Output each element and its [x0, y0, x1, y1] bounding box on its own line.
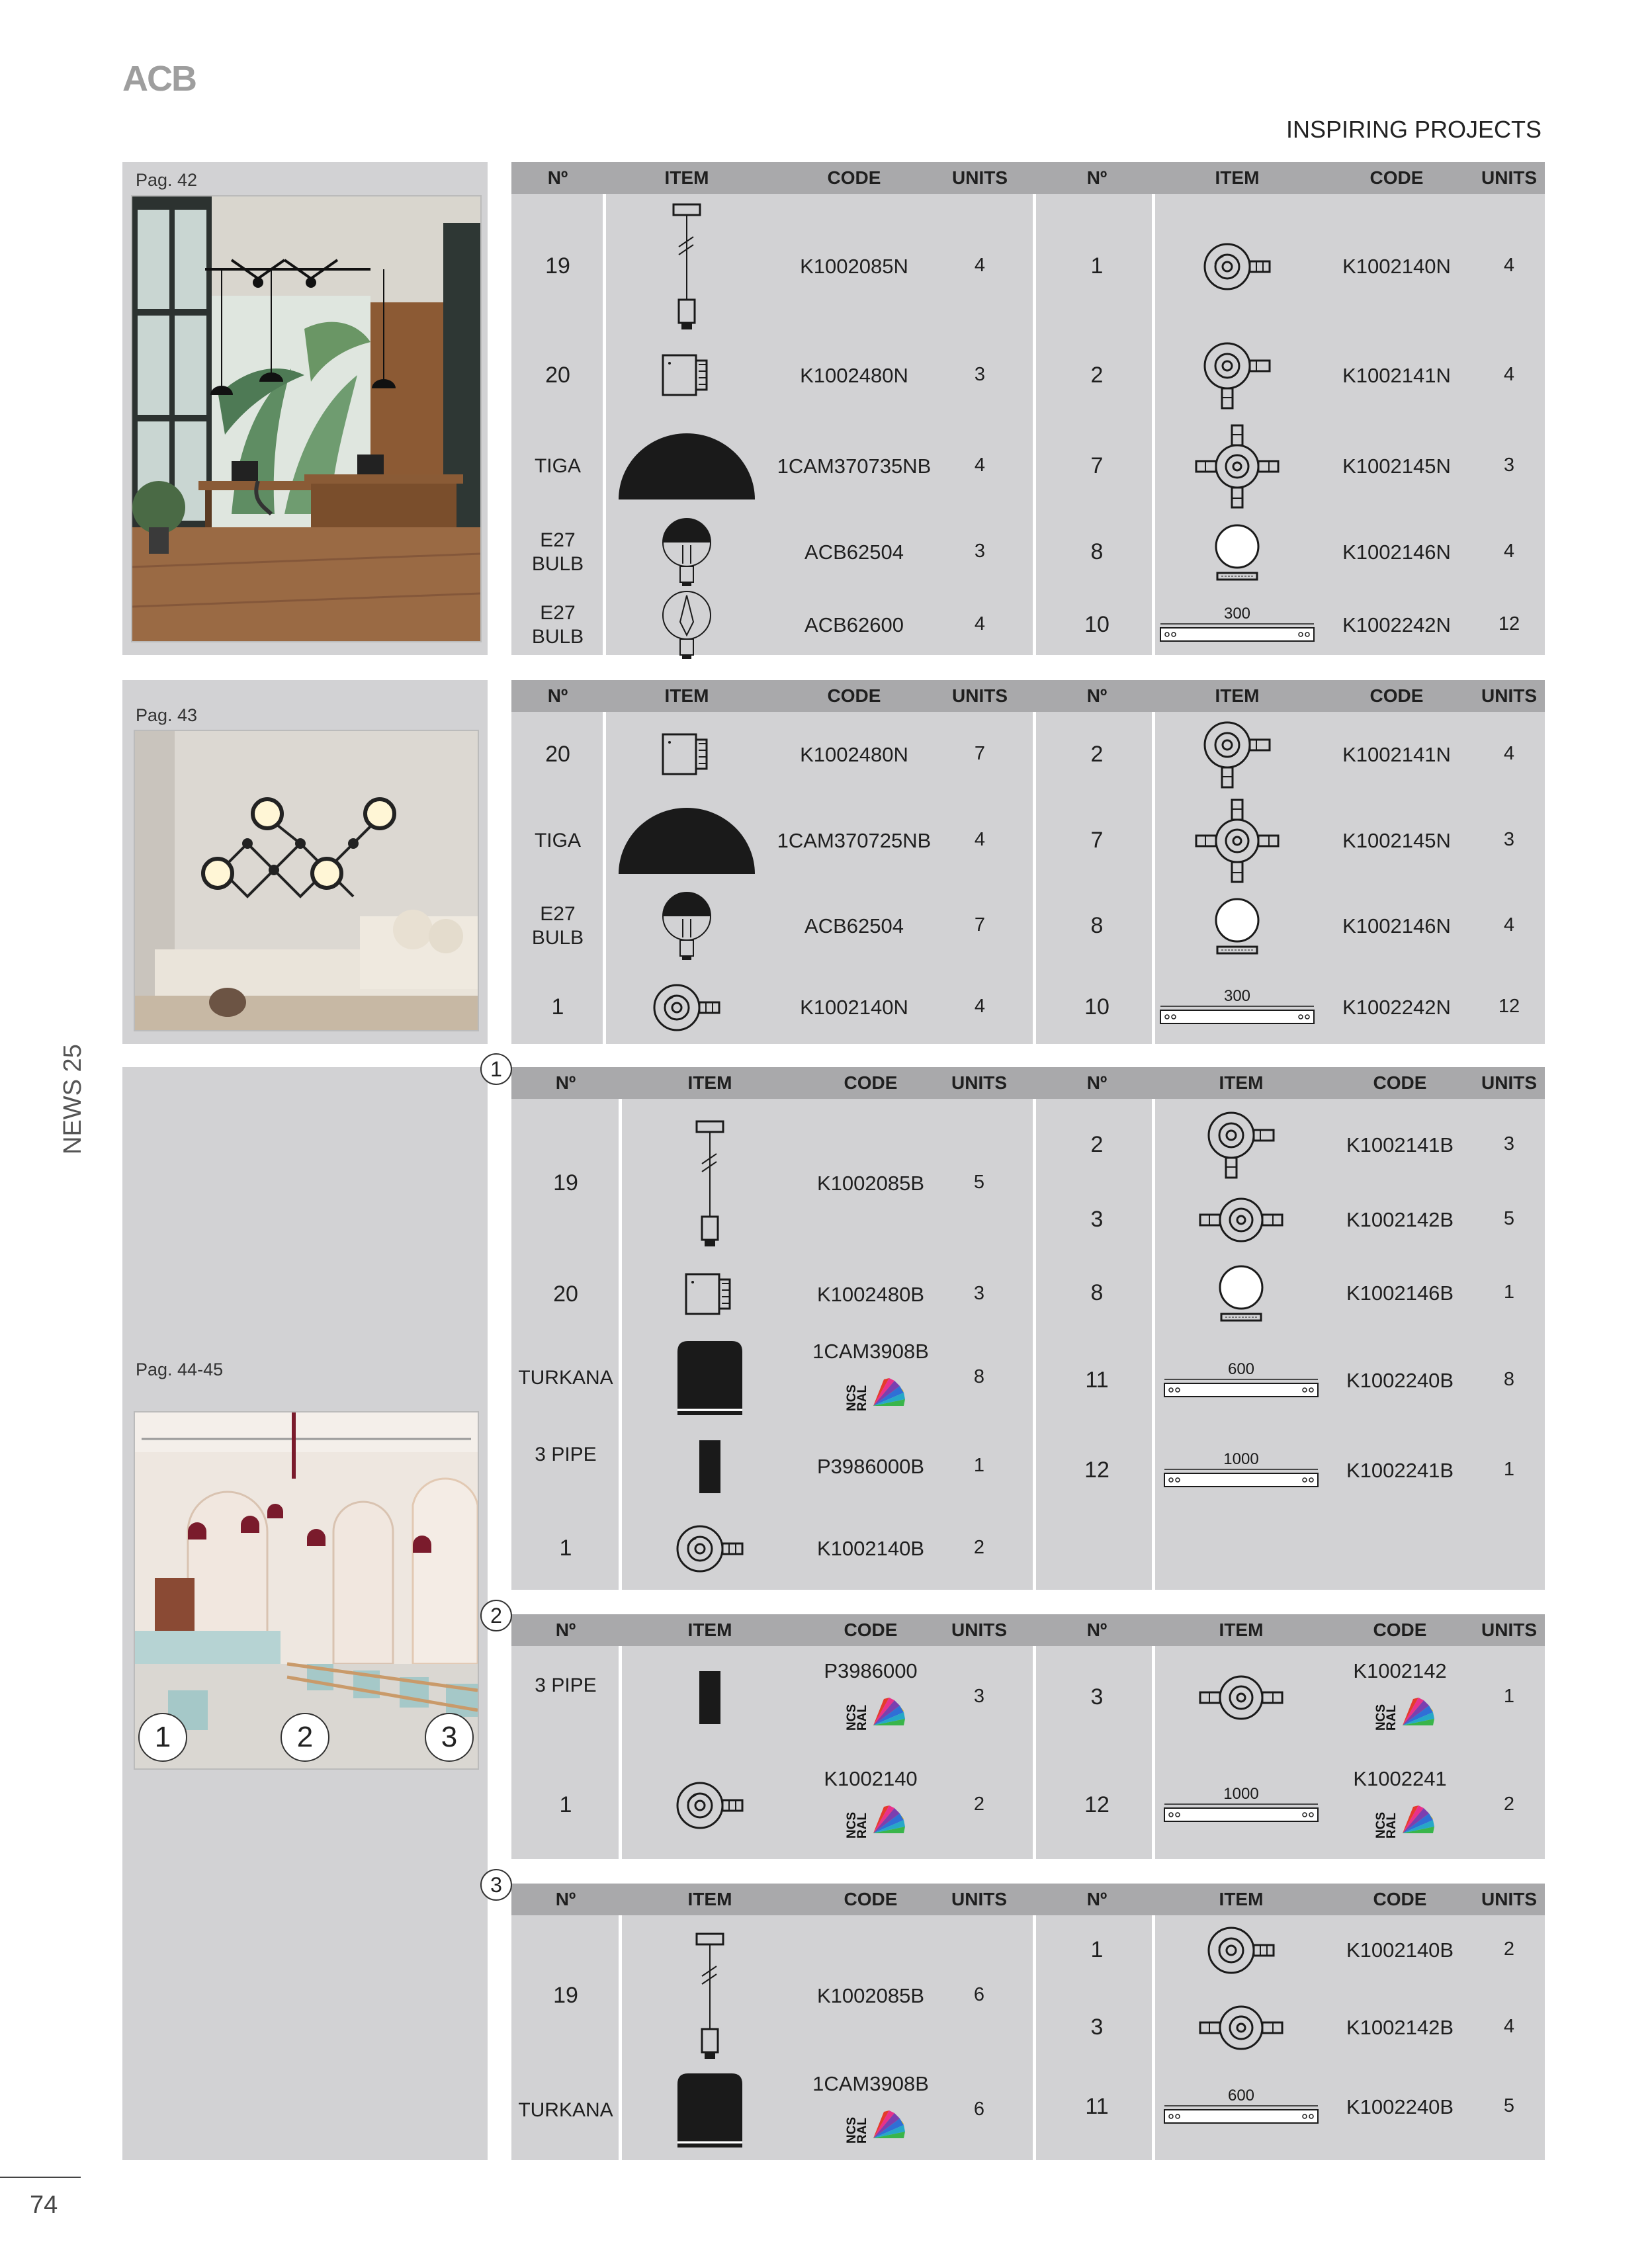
quantity: 12 — [1498, 996, 1520, 1017]
scene-marker-badge: 3 — [480, 1869, 512, 1901]
table-header — [511, 1884, 1545, 1915]
column-header-item: ITEM — [687, 1889, 732, 1909]
product-code: K1002140 — [824, 1767, 918, 1790]
photo-panel-3 — [122, 1067, 488, 2160]
ncs-ral-label: NCS RAL — [1374, 1811, 1399, 1839]
pipe-icon — [697, 1670, 723, 1729]
connector-1way-icon — [674, 1522, 746, 1579]
item-number: 7 — [1090, 453, 1104, 478]
product-code: ACB62504 — [804, 541, 904, 564]
parts-table-2 — [511, 680, 1545, 1044]
quantity: 2 — [1503, 1794, 1515, 1815]
quantity: 4 — [974, 829, 986, 850]
column-header-item: ITEM — [1215, 167, 1260, 188]
product-code: K1002146B — [1346, 1281, 1454, 1305]
product-code: K1002141N — [1342, 364, 1451, 387]
quantity: 1 — [1503, 1459, 1515, 1480]
item-number: 2 — [1090, 363, 1104, 388]
item-number: E27 BULB — [531, 903, 584, 949]
item-number: 2 — [1090, 742, 1104, 767]
product-code: ACB62504 — [804, 914, 904, 937]
item-number: 12 — [1084, 1457, 1109, 1483]
connector-1way-icon — [1201, 240, 1274, 296]
column-header-item: ITEM — [664, 685, 709, 706]
connector-straight-icon — [1195, 2001, 1287, 2058]
product-code: K1002142 — [1353, 1659, 1447, 1682]
quantity: 1 — [973, 1455, 985, 1476]
quantity: 5 — [973, 1172, 985, 1193]
column-header-code: CODE — [1373, 1889, 1427, 1909]
item-number: 11 — [1085, 1367, 1109, 1393]
product-code: ACB62600 — [804, 613, 904, 636]
connector-2way-icon — [1201, 718, 1274, 795]
column-divider — [1033, 1915, 1036, 2160]
column-divider — [619, 1646, 622, 1859]
mirror-bulb-icon — [660, 890, 713, 966]
page-number: 74 — [30, 2191, 58, 2219]
table-header — [511, 680, 1545, 712]
connector-1way-icon — [674, 1779, 746, 1835]
quantity: 4 — [1503, 914, 1515, 935]
quantity: 3 — [1503, 455, 1515, 476]
cylinder-shade-icon — [674, 2071, 746, 2153]
column-header-units: UNITS — [951, 1620, 1007, 1640]
side-label: NEWS 25 — [59, 1044, 87, 1154]
product-code: K1002141B — [1346, 1133, 1454, 1156]
column-header-no: Nº — [555, 1620, 576, 1640]
quantity: 3 — [973, 1283, 985, 1304]
quantity: 4 — [1503, 364, 1515, 385]
column-header-code: CODE — [844, 1072, 898, 1093]
item-number: 3 PIPE — [535, 1674, 597, 1696]
disc-diffuser-icon — [1211, 523, 1264, 586]
rod-icon — [1158, 988, 1317, 1031]
quantity: 4 — [1503, 255, 1515, 276]
item-number: 8 — [1090, 1280, 1104, 1305]
product-code: 1CAM370735NB — [777, 455, 932, 478]
column-header-item: ITEM — [687, 1620, 732, 1640]
brand-logo: ACB — [122, 59, 196, 99]
item-number: 1 — [1090, 1937, 1104, 1962]
color-fan-icon — [867, 2101, 909, 2147]
item-number: 1 — [559, 1792, 572, 1817]
item-number: 19 — [553, 1170, 578, 1195]
rod-icon — [1162, 1451, 1321, 1494]
quantity: 4 — [1503, 541, 1515, 562]
product-code: K1002142B — [1346, 1208, 1454, 1231]
item-number: 2 — [1090, 1132, 1104, 1157]
quantity: 12 — [1498, 613, 1520, 634]
column-header-item: ITEM — [1219, 1620, 1264, 1640]
pipe-icon — [697, 1439, 723, 1498]
ncs-ral-badge — [847, 2101, 913, 2144]
quantity: 4 — [974, 996, 986, 1017]
svg-text:600: 600 — [1227, 2087, 1255, 2104]
parts-table-1 — [511, 162, 1545, 655]
product-code: P3986000 — [824, 1659, 918, 1682]
section-title: INSPIRING PROJECTS — [1285, 116, 1542, 143]
quantity: 4 — [974, 455, 986, 476]
quantity: 2 — [973, 1794, 985, 1815]
product-code: K1002085B — [816, 1172, 925, 1195]
disc-diffuser-icon — [1211, 896, 1264, 959]
column-divider — [619, 1099, 622, 1590]
quantity: 2 — [973, 1537, 985, 1558]
office-photo — [131, 195, 482, 642]
product-code: K1002140N — [800, 996, 908, 1019]
item-number: 1 — [551, 994, 564, 1020]
column-header-units: UNITS — [952, 167, 1008, 188]
item-number: E27 BULB — [531, 602, 584, 648]
connector-2way-icon — [1201, 339, 1274, 415]
column-header-code: CODE — [827, 685, 881, 706]
color-fan-icon — [867, 1796, 909, 1842]
column-header-code: CODE — [1369, 685, 1424, 706]
column-header-units: UNITS — [952, 685, 1008, 706]
quantity: 5 — [1503, 1208, 1515, 1229]
item-number: 1 — [559, 1536, 572, 1561]
parts-table-5 — [511, 1884, 1545, 2160]
socket-box-icon — [683, 1272, 736, 1321]
restaurant-photo — [134, 1411, 479, 1770]
quantity: 7 — [974, 743, 986, 764]
living-room-photo — [134, 730, 479, 1031]
quantity: 6 — [973, 1984, 985, 2005]
quantity: 3 — [1503, 1133, 1515, 1154]
rod-icon — [1162, 2087, 1321, 2130]
pendant-suspension-icon — [667, 200, 707, 336]
color-fan-icon — [867, 1688, 909, 1734]
column-divider — [1152, 712, 1155, 1044]
parts-table-4 — [511, 1614, 1545, 1859]
quantity: 5 — [1503, 2095, 1515, 2116]
column-divider — [619, 1915, 622, 2160]
item-number: 7 — [1090, 828, 1104, 853]
column-header-no: Nº — [547, 167, 568, 188]
parts-table-3 — [511, 1067, 1545, 1590]
column-divider — [1033, 1646, 1036, 1859]
item-number: 12 — [1084, 1792, 1109, 1817]
svg-text:600: 600 — [1227, 1361, 1255, 1378]
column-header-no: Nº — [1086, 1889, 1108, 1909]
ncs-ral-label: NCS RAL — [845, 1384, 869, 1411]
column-header-code: CODE — [827, 167, 881, 188]
pendant-suspension-icon — [690, 1930, 730, 2065]
item-number: 20 — [553, 1281, 578, 1307]
quantity: 4 — [1503, 2016, 1515, 2037]
page-number-rule — [0, 2177, 81, 2178]
product-code: K1002085B — [816, 1984, 925, 2007]
quantity: 4 — [974, 255, 986, 276]
column-header-item: ITEM — [1219, 1889, 1264, 1909]
product-code: K1002146N — [1342, 914, 1451, 937]
quantity: 2 — [1503, 1938, 1515, 1960]
quantity: 7 — [974, 914, 986, 935]
ncs-ral-badge — [847, 1688, 913, 1731]
item-number: 10 — [1084, 994, 1109, 1020]
product-code: 1CAM370725NB — [777, 829, 932, 852]
ncs-ral-badge — [847, 1369, 913, 1411]
scene-marker-2: 2 — [281, 1713, 329, 1762]
scene-marker-3: 3 — [425, 1713, 474, 1762]
color-fan-icon — [1396, 1688, 1438, 1734]
filament-bulb-icon — [660, 589, 713, 665]
table-header — [511, 1614, 1545, 1646]
product-code: K1002241 — [1353, 1767, 1447, 1790]
column-divider — [603, 194, 606, 655]
column-header-no: Nº — [555, 1889, 576, 1909]
item-number: 19 — [545, 253, 570, 279]
disc-diffuser-icon — [1215, 1264, 1268, 1326]
product-code: K1002145N — [1342, 829, 1451, 852]
item-number: 10 — [1084, 612, 1109, 637]
product-code: K1002141N — [1342, 743, 1451, 766]
ncs-ral-label: NCS RAL — [845, 2116, 869, 2144]
connector-4way-icon — [1191, 795, 1283, 890]
rod-icon — [1162, 1361, 1321, 1404]
product-code: K1002242N — [1342, 996, 1451, 1019]
product-code: K1002480N — [800, 743, 908, 766]
scene-marker-badge: 2 — [480, 1600, 512, 1631]
column-header-no: Nº — [1086, 167, 1108, 188]
column-header-units: UNITS — [951, 1072, 1007, 1093]
column-header-units: UNITS — [951, 1889, 1007, 1909]
connector-2way-icon — [1205, 1109, 1278, 1185]
quantity: 1 — [1503, 1281, 1515, 1303]
quantity: 6 — [973, 2099, 985, 2120]
page-reference: Pag. 43 — [136, 705, 198, 725]
item-number: TIGA — [534, 455, 581, 477]
quantity: 4 — [1503, 743, 1515, 764]
product-code: K1002140B — [816, 1537, 925, 1560]
svg-text:1000: 1000 — [1223, 1451, 1259, 1468]
item-number: 3 — [1090, 2015, 1104, 2040]
table-header — [511, 1067, 1545, 1099]
quantity: 3 — [974, 541, 986, 562]
cylinder-shade-icon — [674, 1338, 746, 1421]
product-code: 1CAM3908B — [812, 1340, 929, 1363]
quantity: 4 — [974, 613, 986, 634]
column-divider — [1152, 1915, 1155, 2160]
column-header-code: CODE — [1369, 167, 1424, 188]
column-header-units: UNITS — [1481, 167, 1537, 188]
item-number: 20 — [545, 363, 570, 388]
connector-1way-icon — [650, 981, 723, 1037]
column-header-code: CODE — [1373, 1072, 1427, 1093]
dome-shade-icon — [617, 806, 756, 879]
column-header-code: CODE — [1373, 1620, 1427, 1640]
page-reference: Pag. 44-45 — [136, 1360, 224, 1379]
item-number: TURKANA — [518, 1367, 613, 1389]
scene-marker-1: 1 — [138, 1713, 187, 1762]
office-illustration — [132, 196, 480, 641]
quantity: 3 — [973, 1686, 985, 1707]
column-header-units: UNITS — [1481, 1072, 1537, 1093]
product-code: K1002146N — [1342, 541, 1451, 564]
column-divider — [603, 712, 606, 1044]
item-number: TURKANA — [518, 2099, 613, 2121]
column-header-no: Nº — [1086, 685, 1108, 706]
svg-text:1000: 1000 — [1223, 1786, 1259, 1803]
item-number: 1 — [1090, 253, 1104, 279]
table-header — [511, 162, 1545, 194]
rod-icon — [1162, 1786, 1321, 1829]
dome-shade-icon — [617, 432, 756, 505]
column-header-code: CODE — [844, 1620, 898, 1640]
column-divider — [1033, 712, 1036, 1044]
ncs-ral-badge — [1376, 1796, 1442, 1839]
column-header-code: CODE — [844, 1889, 898, 1909]
product-code: K1002480B — [816, 1283, 925, 1306]
column-header-no: Nº — [555, 1072, 576, 1093]
quantity: 3 — [974, 364, 986, 385]
socket-box-icon — [660, 732, 713, 781]
ncs-ral-label: NCS RAL — [1374, 1704, 1399, 1731]
socket-box-icon — [660, 353, 713, 402]
svg-text:300: 300 — [1223, 605, 1251, 623]
item-number: 3 PIPE — [535, 1444, 597, 1465]
product-code: K1002240B — [1346, 1369, 1454, 1392]
column-divider — [1033, 1099, 1036, 1590]
page-reference: Pag. 42 — [136, 170, 198, 190]
photo-panel-2 — [122, 680, 488, 1044]
column-header-item: ITEM — [687, 1072, 732, 1093]
photo-panel-1 — [122, 162, 488, 655]
column-header-item: ITEM — [1219, 1072, 1264, 1093]
column-header-no: Nº — [1086, 1072, 1108, 1093]
column-header-units: UNITS — [1481, 1889, 1537, 1909]
rod-icon — [1158, 605, 1317, 648]
column-divider — [1033, 194, 1036, 655]
item-number: TIGA — [534, 830, 581, 851]
living-room-illustration — [135, 731, 478, 1030]
product-code: K1002085N — [800, 255, 908, 278]
ncs-ral-label: NCS RAL — [845, 1811, 869, 1839]
product-code: K1002145N — [1342, 455, 1451, 478]
connector-4way-icon — [1191, 420, 1283, 516]
product-code: 1CAM3908B — [812, 2072, 929, 2095]
connector-1way-icon — [1205, 1924, 1278, 1980]
column-header-units: UNITS — [1481, 685, 1537, 706]
product-code: K1002241B — [1346, 1459, 1454, 1482]
color-fan-icon — [1396, 1796, 1438, 1842]
column-header-item: ITEM — [1215, 685, 1260, 706]
column-header-no: Nº — [1086, 1620, 1108, 1640]
product-code: P3986000B — [816, 1455, 925, 1478]
product-code: K1002140B — [1346, 1938, 1454, 1962]
column-header-no: Nº — [547, 685, 568, 706]
item-number: 11 — [1085, 2094, 1109, 2119]
column-header-item: ITEM — [664, 167, 709, 188]
scene-marker-badge: 1 — [480, 1053, 512, 1085]
quantity: 8 — [973, 1366, 985, 1387]
item-number: 8 — [1090, 539, 1104, 564]
item-number: 20 — [545, 742, 570, 767]
product-code: K1002240B — [1346, 2095, 1454, 2118]
product-code: K1002140N — [1342, 255, 1451, 278]
mirror-bulb-icon — [660, 516, 713, 592]
item-number: 3 — [1090, 1207, 1104, 1232]
svg-text:300: 300 — [1223, 988, 1251, 1005]
connector-straight-icon — [1195, 1193, 1287, 1250]
column-divider — [1152, 1646, 1155, 1859]
connector-straight-icon — [1195, 1671, 1287, 1727]
color-fan-icon — [867, 1369, 909, 1414]
product-code: K1002242N — [1342, 613, 1451, 636]
quantity: 1 — [1503, 1686, 1515, 1707]
column-divider — [1152, 1099, 1155, 1590]
ncs-ral-badge — [847, 1796, 913, 1839]
product-code: K1002480N — [800, 364, 908, 387]
column-header-units: UNITS — [1481, 1620, 1537, 1640]
item-number: 19 — [553, 1983, 578, 2008]
ncs-ral-label: NCS RAL — [845, 1704, 869, 1731]
pendant-suspension-icon — [690, 1117, 730, 1253]
item-number: 3 — [1090, 1684, 1104, 1710]
quantity: 8 — [1503, 1369, 1515, 1390]
item-number: 8 — [1090, 913, 1104, 938]
quantity: 3 — [1503, 829, 1515, 850]
product-code: K1002142B — [1346, 2016, 1454, 2039]
column-divider — [1152, 194, 1155, 655]
item-number: E27 BULB — [531, 529, 584, 575]
ncs-ral-badge — [1376, 1688, 1442, 1731]
